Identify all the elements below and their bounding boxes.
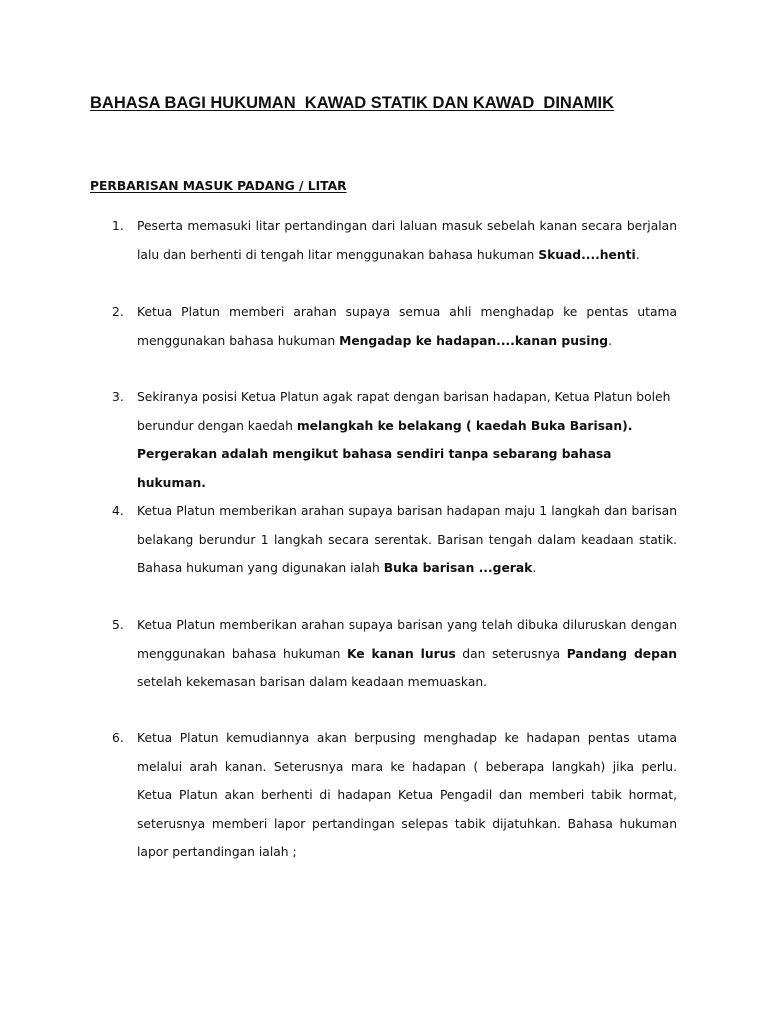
command-phrase: Skuad....henti: [538, 247, 636, 262]
list-item-text: Ketua Platun memberikan arahan supaya barisan hadapan maju 1 langkah dan barisan belakang berundur 1 langkah secara serentak. Barisan tengah dalam keadaan statik. Bahasa hukuman yang digunakan ialah Buka barisan ...gerak.: [137, 504, 677, 575]
list-item-number: 5.: [112, 618, 124, 632]
list-item-1: [90, 212, 677, 269]
command-phrase: Mengadap ke hadapan....kanan pusing: [339, 333, 609, 348]
list-item-4: [90, 497, 677, 583]
list-item-number: 3.: [112, 390, 124, 404]
section-heading: PERBARISAN MASUK PADANG / LITAR: [90, 179, 347, 193]
list-item-text: Ketua Platun memberikan arahan supaya barisan yang telah dibuka diluruskan dengan menggunakan bahasa hukuman Ke kanan lurus dan seterusnya Pandang depan setelah kekemasan barisan dalam keadaan memuaskan.: [137, 618, 678, 689]
list-item-number: 6.: [112, 731, 124, 745]
list-item-text: Ketua Platun memberi arahan supaya semua ahli menghadap ke pentas utama menggunakan bahasa hukuman Mengadap ke hadapan....kanan pusing.: [137, 305, 677, 348]
command-phrase: Pandang depan: [566, 646, 678, 661]
list-item-6: [90, 724, 677, 867]
list-item-number: 2.: [112, 305, 124, 319]
command-phrase: melangkah ke belakang ( kaedah Buka Barisan). Pergerakan adalah mengikut bahasa sendiri tanpa sebarang bahasa hukuman.: [137, 418, 633, 490]
list-item-text: Ketua Platun kemudiannya akan berpusing menghadap ke hadapan pentas utama melalui arah kanan. Seterusnya mara ke hadapan ( beberapa langkah) jika perlu. Ketua Platun akan berhenti di hadapan Ketua Pengadil dan memberi tabik hormat, seterusnya memberi lapor pertandingan selepas tabik dijatuhkan. Bahasa hukuman lapor pertandingan ialah ;: [137, 731, 677, 859]
list-item-3: [90, 383, 677, 497]
document-title: BAHASA BAGI HUKUMAN KAWAD STATIK DAN KAWAD DINAMIK: [90, 94, 615, 112]
list-item-text: Sekiranya posisi Ketua Platun agak rapat dengan barisan hadapan, Ketua Platun boleh berundur dengan kaedah melangkah ke belakang ( kaedah Buka Barisan). Pergerakan adalah mengikut bahasa sendiri tanpa sebarang bahasa hukuman.: [137, 390, 671, 490]
list-item-2: [90, 298, 677, 355]
list-item-number: 4.: [112, 504, 124, 518]
command-phrase: Ke kanan lurus: [346, 646, 456, 661]
list-item-5: [90, 611, 677, 697]
list-item-number: 1.: [112, 219, 124, 233]
list-item-text: Peserta memasuki litar pertandingan dari laluan masuk sebelah kanan secara berjalan lalu dan berhenti di tengah litar menggunakan bahasa hukuman Skuad....henti.: [137, 219, 677, 262]
command-phrase: Buka barisan ...gerak: [383, 561, 533, 575]
